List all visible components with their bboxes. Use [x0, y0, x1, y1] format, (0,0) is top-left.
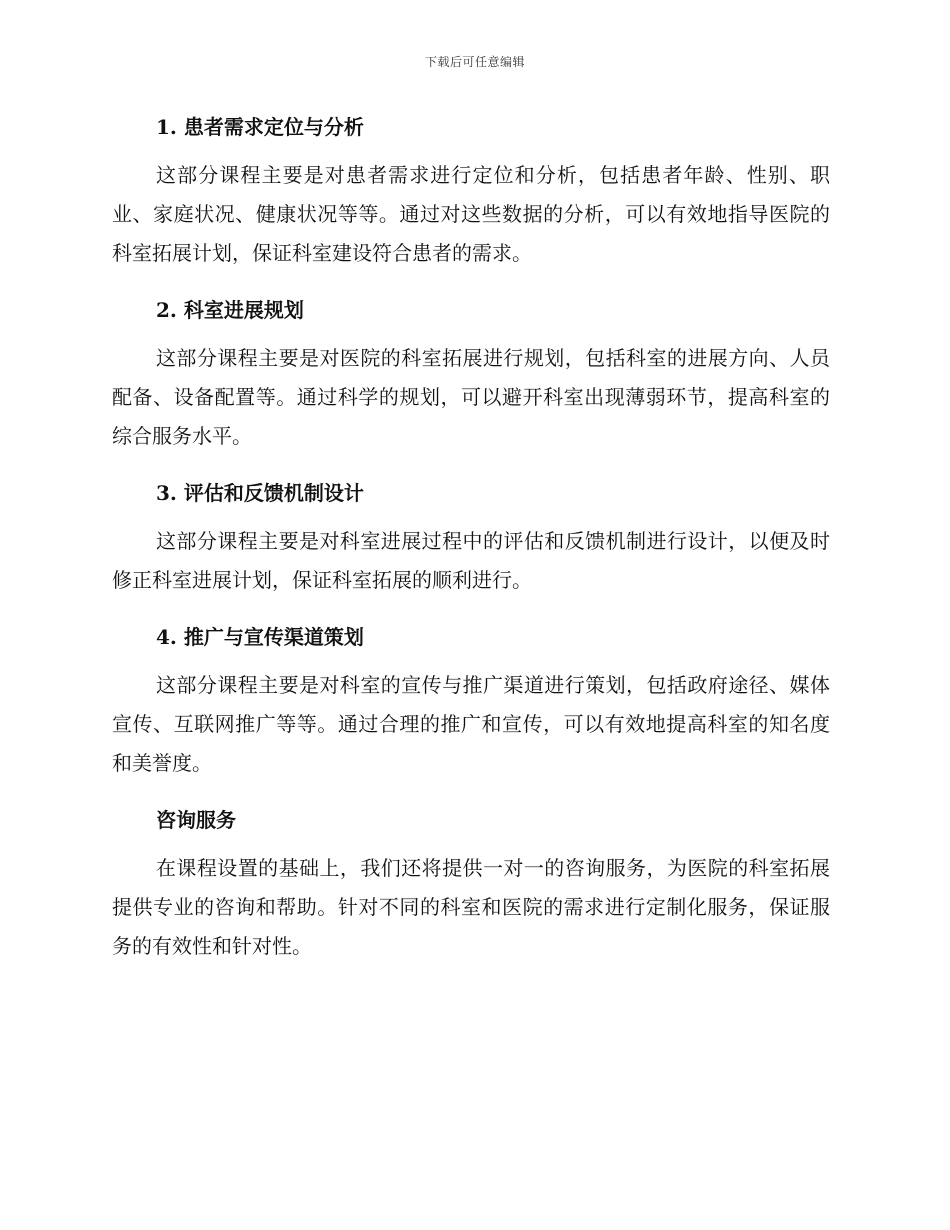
section-evaluation-feedback [112, 474, 830, 600]
section-heading: 咨询服务 [156, 808, 236, 832]
section-department-planning [112, 291, 830, 456]
section-paragraph: 这部分课程主要是对医院的科室拓展进行规划，包括科室的进展方向、人员配备、设备配置等。通过科学的规划，可以避开科室出现薄弱环节，提高科室的综合服务水平。 [112, 346, 830, 448]
section-heading: 2. 科室进展规划 [156, 298, 304, 322]
document-content [112, 108, 830, 984]
section-paragraph: 这部分课程主要是对科室进展过程中的评估和反馈机制进行设计，以便及时修正科室进展计划，保证科室拓展的顺利进行。 [112, 529, 830, 592]
section-paragraph: 这部分课程主要是对科室的宣传与推广渠道进行策划，包括政府途径、媒体宣传、互联网推广等等。通过合理的推广和宣传，可以有效地提高科室的知名度和美誉度。 [112, 673, 830, 775]
section-paragraph: 这部分课程主要是对患者需求进行定位和分析，包括患者年龄、性别、职业、家庭状况、健康状况等等。通过对这些数据的分析，可以有效地指导医院的科室拓展计划，保证科室建设符合患者的需求。 [112, 163, 830, 265]
section-promotion-channels [112, 618, 830, 783]
section-heading: 4. 推广与宣传渠道策划 [156, 625, 364, 649]
header-note: 下载后可任意编辑 [424, 55, 525, 69]
section-patient-needs [112, 108, 830, 273]
section-heading: 3. 评估和反馈机制设计 [156, 481, 364, 505]
section-heading: 1. 患者需求定位与分析 [156, 115, 364, 139]
section-consulting-service [112, 801, 830, 966]
section-paragraph: 在课程设置的基础上，我们还将提供一对一的咨询服务，为医院的科室拓展提供专业的咨询和帮助。针对不同的科室和医院的需求进行定制化服务，保证服务的有效性和针对性。 [112, 856, 830, 958]
